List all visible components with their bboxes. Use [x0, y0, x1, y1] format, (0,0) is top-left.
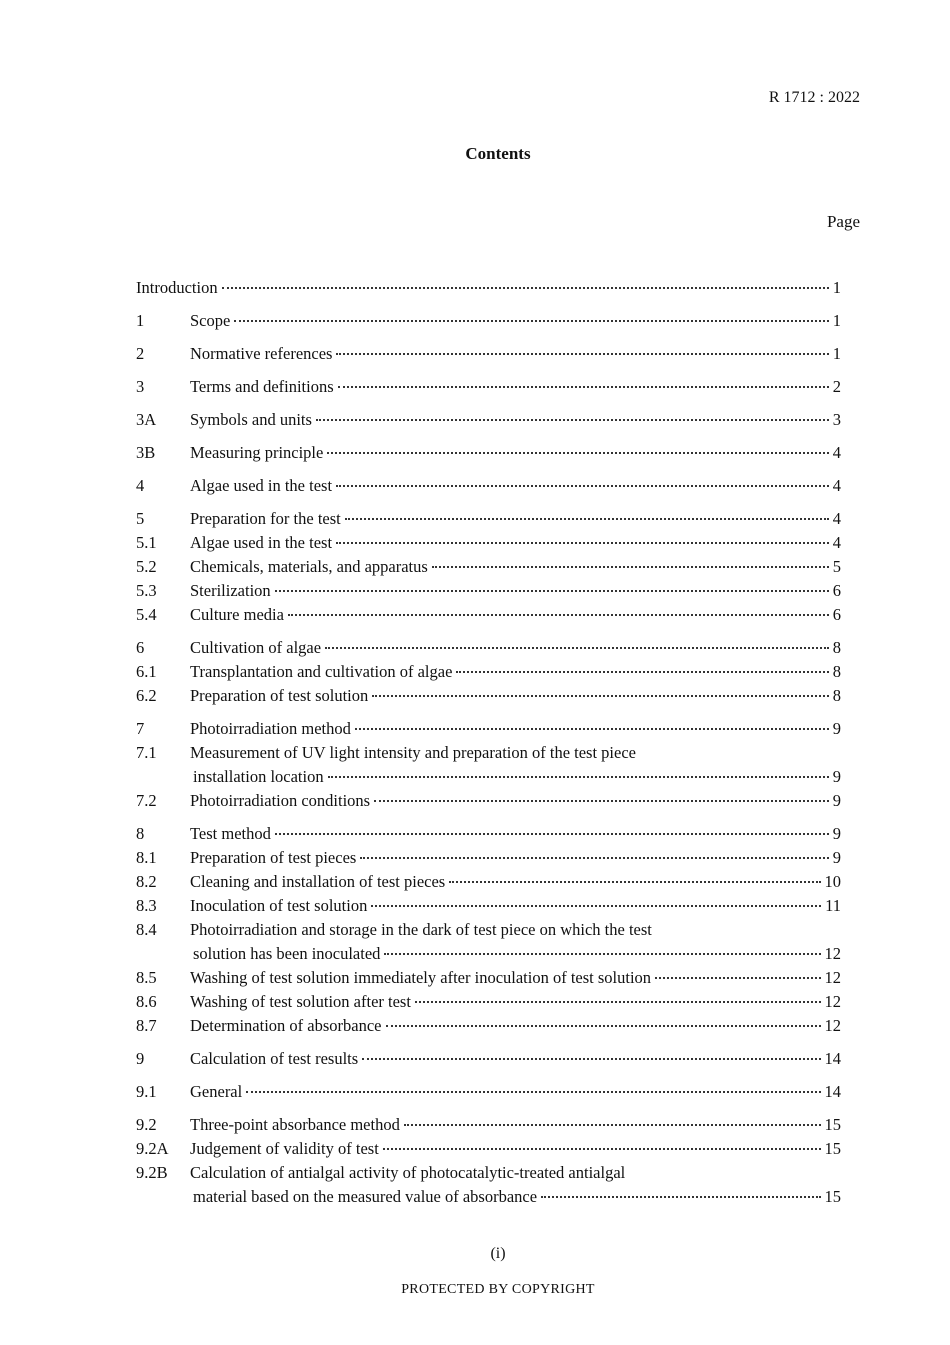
toc-entry[interactable] [136, 1049, 841, 1069]
toc-entry-page: 4 [832, 533, 841, 552]
toc-entry-title: Preparation of test pieces [190, 848, 360, 868]
toc-entry-number: 5 [136, 509, 145, 528]
toc-entry[interactable] [136, 872, 841, 892]
toc-entry-title: Preparation of test solution [190, 686, 372, 706]
toc-entry-number: 3B [136, 443, 156, 462]
toc-entry-page: 9 [832, 824, 841, 843]
toc-entry-number: 3A [136, 410, 157, 429]
toc-entry-page: 14 [824, 1049, 841, 1068]
toc-entry-page: 9 [832, 767, 841, 786]
toc-entry-number: 6.2 [136, 686, 157, 705]
toc-entry-page: 1 [832, 278, 841, 297]
table-of-contents [136, 278, 841, 1207]
toc-entry[interactable] [136, 344, 841, 364]
dot-leader [355, 728, 829, 730]
toc-entry-title: Measurement of UV light intensity and preparation of the test piece [190, 743, 640, 763]
toc-entry-page: 11 [825, 896, 841, 915]
toc-entry[interactable] [136, 743, 841, 763]
toc-entry-title: Calculation of antialgal activity of photocatalytic-treated antialgal [190, 1163, 629, 1183]
toc-entry-page: 15 [824, 1115, 841, 1134]
toc-entry-number: 9.2B [136, 1163, 168, 1182]
toc-entry[interactable] [136, 278, 841, 298]
toc-entry-number: 8 [136, 824, 145, 843]
dot-leader [338, 386, 829, 388]
toc-entry-continuation[interactable] [136, 944, 841, 964]
toc-entry-page: 6 [832, 581, 841, 600]
toc-entry-number: 9.2A [136, 1139, 169, 1158]
toc-entry-page: 12 [824, 1016, 841, 1035]
toc-entry-page: 10 [824, 872, 841, 891]
toc-entry-number: 8.6 [136, 992, 157, 1011]
toc-entry-number: 1 [136, 311, 145, 330]
toc-entry[interactable] [136, 377, 841, 397]
toc-entry-continuation[interactable] [136, 1187, 841, 1207]
toc-entry[interactable] [136, 719, 841, 739]
toc-entry-title: Introduction [136, 278, 222, 298]
toc-entry-page: 14 [824, 1082, 841, 1101]
dot-leader [541, 1196, 820, 1198]
page-column-label: Page [826, 212, 860, 231]
toc-entry[interactable] [136, 1163, 841, 1183]
toc-entry[interactable] [136, 968, 841, 988]
toc-entry[interactable] [136, 443, 841, 463]
toc-entry-title-continuation: solution has been inoculated [190, 944, 384, 964]
toc-entry-title-continuation: installation location [190, 767, 328, 787]
toc-entry[interactable] [136, 662, 841, 682]
toc-entry-number: 7.1 [136, 743, 157, 762]
toc-entry-page: 8 [832, 662, 841, 681]
dot-leader [456, 671, 828, 673]
dot-leader [275, 833, 829, 835]
toc-entry-number: 4 [136, 476, 145, 495]
toc-entry-page: 5 [832, 557, 841, 576]
toc-entry-title: Test method [190, 824, 275, 844]
toc-entry-page: 1 [832, 344, 841, 363]
toc-entry-title: Washing of test solution after test [190, 992, 415, 1012]
toc-entry-title: Determination of absorbance [190, 1016, 386, 1036]
toc-entry-number: 8.5 [136, 968, 157, 987]
toc-entry-page: 8 [832, 638, 841, 657]
toc-entry[interactable] [136, 791, 841, 811]
toc-entry-number: 6.1 [136, 662, 157, 681]
toc-entry-title: Measuring principle [190, 443, 327, 463]
toc-entry-page: 9 [832, 848, 841, 867]
toc-entry[interactable] [136, 992, 841, 1012]
toc-entry[interactable] [136, 557, 841, 577]
toc-entry-page: 4 [832, 476, 841, 495]
toc-entry-title: Culture media [190, 605, 288, 625]
toc-entry-title: Transplantation and cultivation of algae [190, 662, 456, 682]
dot-leader [383, 1148, 821, 1150]
toc-entry[interactable] [136, 824, 841, 844]
toc-entry-page: 4 [832, 509, 841, 528]
toc-entry-title: Normative references [190, 344, 336, 364]
toc-entry-number: 8.1 [136, 848, 157, 867]
document-code: R 1712 : 2022 [768, 89, 860, 106]
toc-entry-page: 15 [824, 1187, 841, 1206]
dot-leader [275, 590, 829, 592]
toc-entry-number: 7 [136, 719, 145, 738]
toc-entry[interactable] [136, 1016, 841, 1036]
toc-entry-number: 8.2 [136, 872, 157, 891]
toc-entry-title: Terms and definitions [190, 377, 338, 397]
dot-leader [432, 566, 829, 568]
toc-entry-title: Judgement of validity of test [190, 1139, 383, 1159]
toc-entry-title: Calculation of test results [190, 1049, 362, 1069]
toc-entry[interactable] [136, 638, 841, 658]
toc-entry-title: General [190, 1082, 246, 1102]
toc-entry-page: 9 [832, 791, 841, 810]
dot-leader [386, 1025, 821, 1027]
dot-leader [336, 485, 829, 487]
toc-entry-number: 8.3 [136, 896, 157, 915]
toc-entry-page: 2 [832, 377, 841, 396]
toc-entry-title: Washing of test solution immediately after inoculation of test solution [190, 968, 655, 988]
dot-leader [655, 977, 820, 979]
toc-entry[interactable] [136, 848, 841, 868]
copyright-notice: PROTECTED BY COPYRIGHT [401, 1282, 595, 1297]
dot-leader [371, 905, 821, 907]
toc-entry-title-continuation: material based on the measured value of absorbance [190, 1187, 541, 1207]
dot-leader [288, 614, 829, 616]
toc-entry[interactable] [136, 311, 841, 331]
dot-leader [384, 953, 820, 955]
toc-entry[interactable] [136, 1082, 841, 1102]
toc-entry-number: 8.4 [136, 920, 157, 939]
toc-entry-title: Cultivation of algae [190, 638, 325, 658]
toc-entry-page: 4 [832, 443, 841, 462]
toc-entry-title: Symbols and units [190, 410, 316, 430]
dot-leader [222, 287, 829, 289]
toc-entry-number: 9.1 [136, 1082, 157, 1101]
toc-entry[interactable] [136, 509, 841, 529]
toc-entry[interactable] [136, 410, 841, 430]
toc-entry-title: Algae used in the test [190, 476, 336, 496]
dot-leader [234, 320, 828, 322]
toc-entry[interactable] [136, 533, 841, 553]
page-folio: (i) [490, 1245, 506, 1262]
toc-entry[interactable] [136, 920, 841, 940]
dot-leader [336, 353, 828, 355]
toc-entry-title: Preparation for the test [190, 509, 345, 529]
toc-entry-number: 8.7 [136, 1016, 157, 1035]
toc-entry[interactable] [136, 1139, 841, 1159]
toc-entry-title: Photoirradiation conditions [190, 791, 374, 811]
toc-entry-number: 5.3 [136, 581, 157, 600]
toc-entry-page: 12 [824, 944, 841, 963]
toc-entry-title: Inoculation of test solution [190, 896, 371, 916]
toc-entry[interactable] [136, 476, 841, 496]
dot-leader [404, 1124, 821, 1126]
dot-leader [372, 695, 828, 697]
toc-entry-number: 9.2 [136, 1115, 157, 1134]
toc-entry[interactable] [136, 896, 841, 916]
dot-leader [374, 800, 829, 802]
toc-entry-title: Scope [190, 311, 234, 331]
toc-entry-title: Sterilization [190, 581, 275, 601]
dot-leader [328, 776, 829, 778]
toc-entry[interactable] [136, 686, 841, 706]
contents-title: Contents [465, 144, 531, 163]
toc-entry-page: 1 [832, 311, 841, 330]
toc-entry-number: 3 [136, 377, 145, 396]
toc-entry-number: 5.1 [136, 533, 157, 552]
toc-entry-continuation[interactable] [136, 767, 841, 787]
toc-entry-page: 15 [824, 1139, 841, 1158]
dot-leader [246, 1091, 820, 1093]
toc-entry-title: Photoirradiation and storage in the dark of test piece on which the test [190, 920, 656, 940]
toc-entry-number: 5.4 [136, 605, 157, 624]
dot-leader [325, 647, 829, 649]
toc-entry-page: 6 [832, 605, 841, 624]
toc-entry-number: 6 [136, 638, 145, 657]
dot-leader [415, 1001, 821, 1003]
toc-entry-page: 12 [824, 992, 841, 1011]
dot-leader [327, 452, 828, 454]
toc-entry[interactable] [136, 605, 841, 625]
toc-entry-number: 2 [136, 344, 145, 363]
toc-entry-number: 5.2 [136, 557, 157, 576]
toc-entry-page: 8 [832, 686, 841, 705]
toc-entry-number: 7.2 [136, 791, 157, 810]
toc-entry-page: 3 [832, 410, 841, 429]
toc-entry-title: Three-point absorbance method [190, 1115, 404, 1135]
toc-entry-page: 12 [824, 968, 841, 987]
dot-leader [316, 419, 829, 421]
dot-leader [449, 881, 820, 883]
toc-entry-title: Chemicals, materials, and apparatus [190, 557, 432, 577]
dot-leader [345, 518, 829, 520]
dot-leader [362, 1058, 820, 1060]
toc-entry-title: Photoirradiation method [190, 719, 355, 739]
toc-entry-number: 9 [136, 1049, 145, 1068]
toc-entry-title: Algae used in the test [190, 533, 336, 553]
toc-entry-page: 9 [832, 719, 841, 738]
dot-leader [360, 857, 828, 859]
dot-leader [336, 542, 829, 544]
toc-entry-title: Cleaning and installation of test pieces [190, 872, 449, 892]
toc-entry[interactable] [136, 581, 841, 601]
toc-entry[interactable] [136, 1115, 841, 1135]
